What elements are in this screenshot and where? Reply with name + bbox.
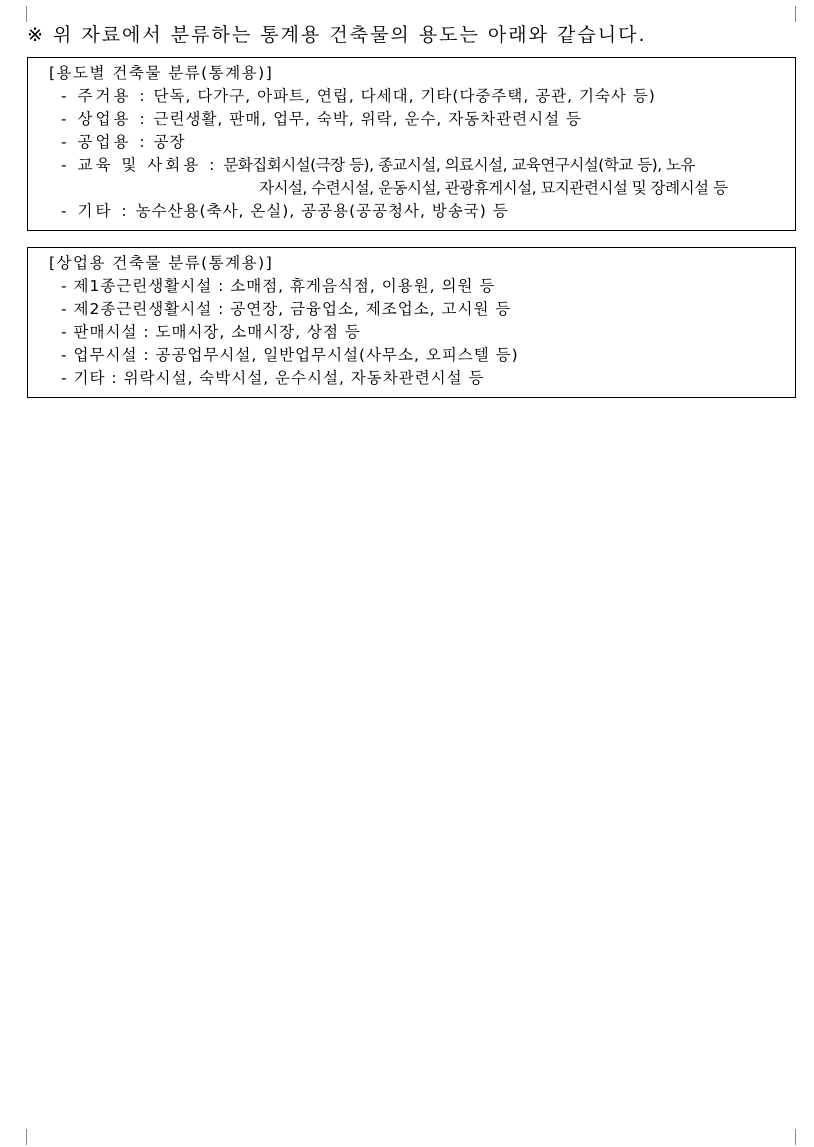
list-item <box>49 367 795 390</box>
item-text: 공연장, 금융업소, 제조업소, 고시원 등 <box>230 300 512 318</box>
item-label: - 교육 및 사회용 : <box>61 156 218 174</box>
item-text: 단독, 다가구, 아파트, 연립, 다세대, 기타(다중주택, 공관, 기숙사 등) <box>153 87 656 105</box>
item-label: - 기타 : <box>61 369 118 387</box>
item-label: - 제1종근린생활시설 : <box>61 277 225 295</box>
item-text: 공장 <box>153 133 186 151</box>
box-title: [용도별 건축물 분류(통계용)] <box>49 64 274 82</box>
crop-mark-bottom-right <box>795 1129 812 1145</box>
item-label: - 업무시설 : <box>61 346 150 364</box>
list-item <box>49 154 795 177</box>
item-text-continuation: 자시설, 수련시설, 운동시설, 관광휴게시설, 묘지관련시설 및 장례시설 등 <box>259 179 728 197</box>
item-label: - 주거용 : <box>61 87 148 105</box>
note-heading: ※ 위 자료에서 분류하는 통계용 건축물의 용도는 아래와 같습니다. <box>27 24 647 46</box>
list-item <box>49 200 795 223</box>
item-text: 위락시설, 숙박시설, 운수시설, 자동차관련시설 등 <box>123 369 485 387</box>
list-item <box>49 108 795 131</box>
commercial-building-classification-box <box>27 247 796 398</box>
item-label: - 기타 : <box>61 202 130 220</box>
list-item <box>49 298 795 321</box>
list-item <box>49 85 795 108</box>
item-text: 농수산용(축사, 온실), 공공용(공공청사, 방송국) 등 <box>135 202 509 220</box>
list-item <box>49 344 795 367</box>
item-label: - 제2종근린생활시설 : <box>61 300 225 318</box>
building-use-classification-box <box>27 57 796 231</box>
item-label: - 판매시설 : <box>61 323 150 341</box>
item-text: 근린생활, 판매, 업무, 숙박, 위락, 운수, 자동차관련시설 등 <box>153 110 582 128</box>
item-text: 도매시장, 소매시장, 상점 등 <box>155 323 361 341</box>
item-text: 문화집회시설(극장 등), 종교시설, 의료시설, 교육연구시설(학교 등), 노유 <box>223 156 696 174</box>
item-label: - 상업용 : <box>61 110 148 128</box>
item-text: 공공업무시설, 일반업무시설(사무소, 오피스텔 등) <box>155 346 519 364</box>
crop-mark-top-right <box>795 6 812 22</box>
list-item <box>49 321 795 344</box>
list-item <box>49 131 795 154</box>
crop-mark-bottom-left <box>10 1129 27 1145</box>
crop-mark-top-left <box>10 6 27 22</box>
item-label: - 공업용 : <box>61 133 148 151</box>
item-text: 소매점, 휴게음식점, 이용원, 의원 등 <box>230 277 496 295</box>
box-title: [상업용 건축물 분류(통계용)] <box>49 254 274 272</box>
list-item <box>49 275 795 298</box>
